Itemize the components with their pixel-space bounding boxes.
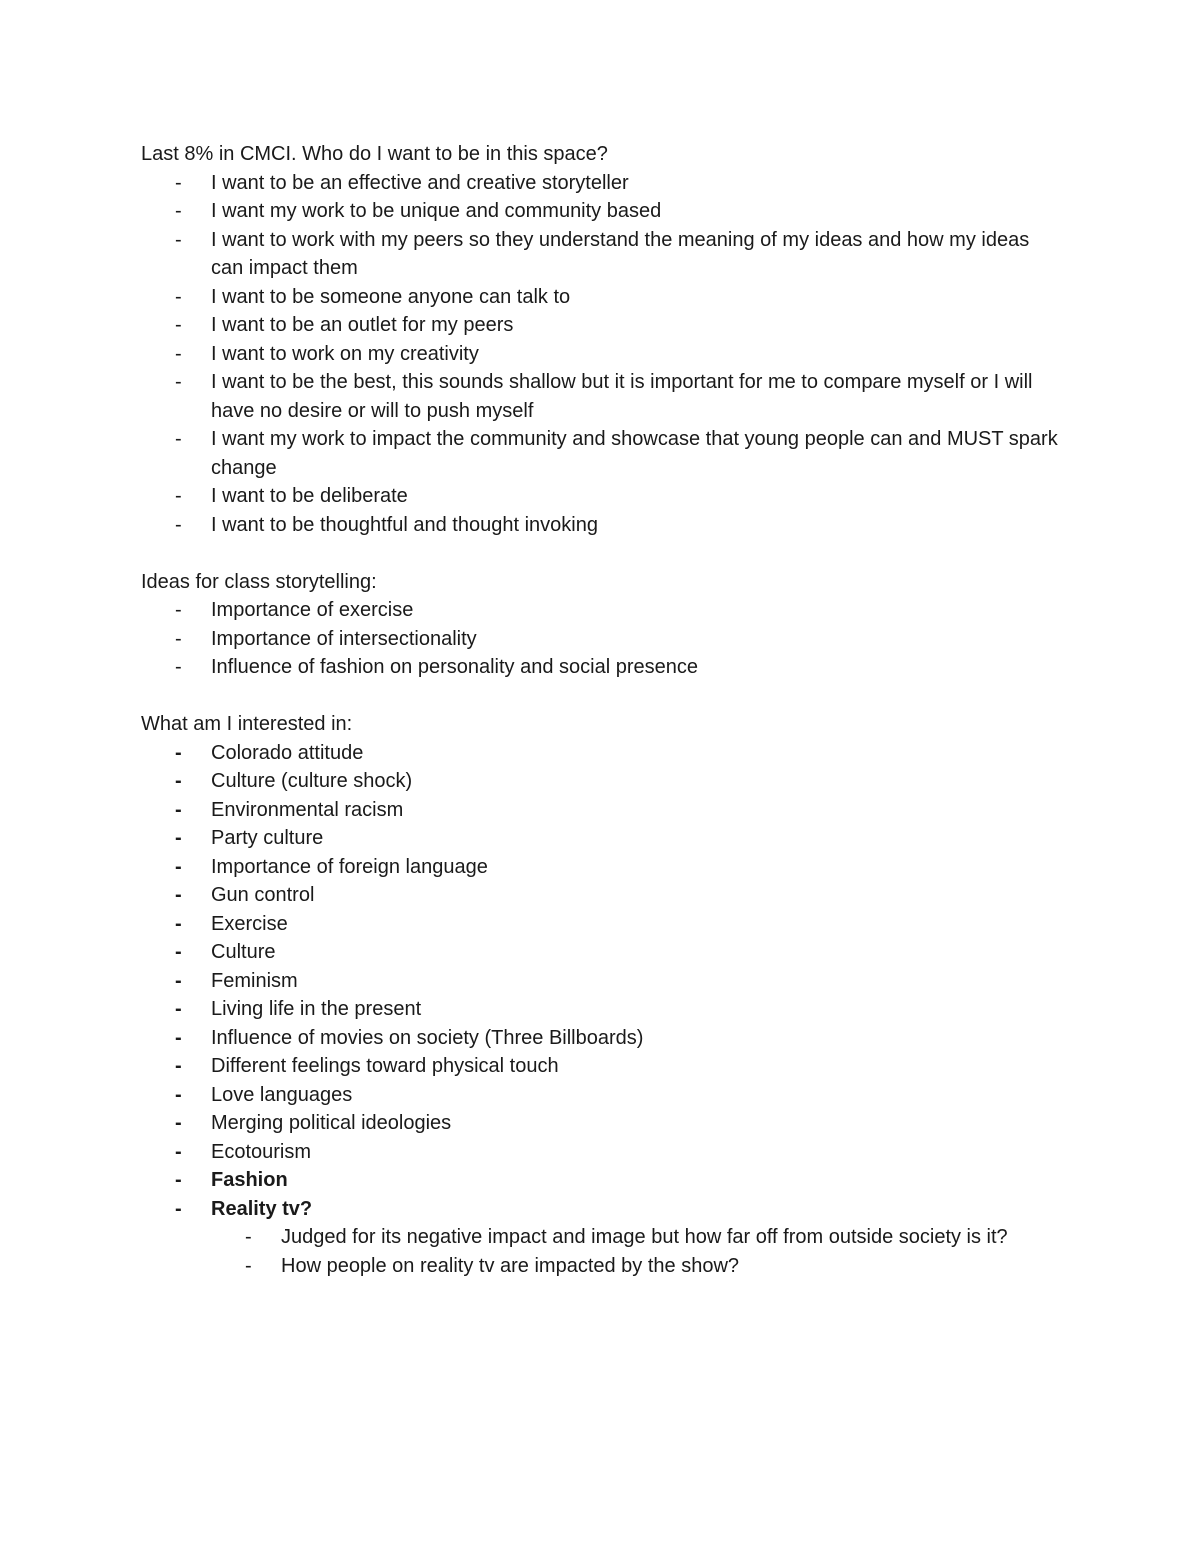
list-item: - Ecotourism xyxy=(141,1138,1061,1167)
dash-bullet: - xyxy=(175,855,182,878)
ideas-list xyxy=(141,596,1061,682)
dash-bullet: - xyxy=(175,941,182,963)
list-item: - I want to work on my creativity xyxy=(141,340,1061,369)
list-item: - Culture (culture shock) xyxy=(141,767,1061,796)
list-item: - I want to be deliberate xyxy=(141,482,1061,511)
list-item: - Influence of movies on society (Three Billboards) xyxy=(141,1024,1061,1053)
goals-list xyxy=(141,169,1061,540)
sublist-item: - How people on reality tv are impacted by the show? xyxy=(141,1252,1061,1281)
list-item: - I want to be the best, this sounds shallow but it is important for me to compare myself or I will have no desire or will to push myself xyxy=(141,368,1061,425)
list-item: - Colorado attitude xyxy=(141,739,1061,768)
dash-bullet: - xyxy=(175,1083,182,1106)
list-item: - I want to be someone anyone can talk to xyxy=(141,283,1061,312)
list-item: - Living life in the present xyxy=(141,995,1061,1024)
list-item-bold: - Reality tv? xyxy=(141,1195,1061,1224)
sublist-item: - Judged for its negative impact and image but how far off from outside society is it? xyxy=(141,1223,1061,1252)
dash-bullet: - xyxy=(175,827,182,849)
dash-bullet: - xyxy=(175,342,182,365)
dash-bullet: - xyxy=(175,1055,182,1077)
dash-bullet: - xyxy=(175,485,182,507)
dash-bullet: - xyxy=(245,1226,252,1248)
list-item: - Influence of fashion on personality and social presence xyxy=(141,653,1061,682)
section-heading-ideas: Ideas for class storytelling: xyxy=(141,570,377,593)
list-item: - Culture xyxy=(141,938,1061,967)
list-item: - Importance of exercise xyxy=(141,596,1061,625)
dash-bullet: - xyxy=(175,1169,182,1191)
dash-bullet: - xyxy=(175,798,182,821)
paragraph-spacer xyxy=(141,682,1061,711)
dash-bullet: - xyxy=(175,1112,182,1134)
dash-bullet: - xyxy=(175,912,182,935)
dash-bullet: - xyxy=(175,998,182,1020)
dash-bullet: - xyxy=(175,627,182,650)
dash-bullet: - xyxy=(175,1140,182,1163)
dash-bullet: - xyxy=(175,969,182,992)
list-item: - I want to be thoughtful and thought invoking xyxy=(141,511,1061,540)
dash-bullet: - xyxy=(175,1026,182,1049)
dash-bullet: - xyxy=(175,770,182,792)
list-item: - I want to be an outlet for my peers xyxy=(141,311,1061,340)
list-item-bold: - Fashion xyxy=(141,1166,1061,1195)
dash-bullet: - xyxy=(175,741,182,764)
dash-bullet: - xyxy=(175,884,182,906)
list-item: - Importance of intersectionality xyxy=(141,625,1061,654)
dash-bullet: - xyxy=(175,285,182,308)
interests-list xyxy=(141,739,1061,1224)
list-item: - Exercise xyxy=(141,910,1061,939)
list-item: - Different feelings toward physical touch xyxy=(141,1052,1061,1081)
list-item: - I want to work with my peers so they understand the meaning of my ideas and how my ideas can impact them xyxy=(141,226,1061,283)
dash-bullet: - xyxy=(175,314,182,336)
list-item: - Gun control xyxy=(141,881,1061,910)
dash-bullet: - xyxy=(175,228,182,251)
section-heading-interests: What am I interested in: xyxy=(141,713,353,735)
dash-bullet: - xyxy=(175,1197,182,1220)
dash-bullet: - xyxy=(175,513,182,536)
dash-bullet: - xyxy=(175,371,182,393)
list-item: - Merging political ideologies xyxy=(141,1109,1061,1138)
list-item: - Feminism xyxy=(141,967,1061,996)
dash-bullet: - xyxy=(175,599,182,621)
paragraph-spacer xyxy=(141,539,1061,568)
list-item: - Importance of foreign language xyxy=(141,853,1061,882)
list-item: - Party culture xyxy=(141,824,1061,853)
dash-bullet: - xyxy=(245,1254,252,1277)
list-item: - I want my work to be unique and community based xyxy=(141,197,1061,226)
dash-bullet: - xyxy=(175,656,182,678)
list-item: - I want my work to impact the community and showcase that young people can and MUST spark change xyxy=(141,425,1061,482)
list-item: - I want to be an effective and creative storyteller xyxy=(141,169,1061,198)
dash-bullet: - xyxy=(175,171,182,194)
dash-bullet: - xyxy=(175,428,182,450)
dash-bullet: - xyxy=(175,200,182,222)
section-heading-who: Last 8% in CMCI. Who do I want to be in this space? xyxy=(141,143,608,165)
list-item: - Environmental racism xyxy=(141,796,1061,825)
document-page xyxy=(141,140,1061,1280)
list-item: - Love languages xyxy=(141,1081,1061,1110)
reality-tv-sublist xyxy=(141,1223,1061,1280)
